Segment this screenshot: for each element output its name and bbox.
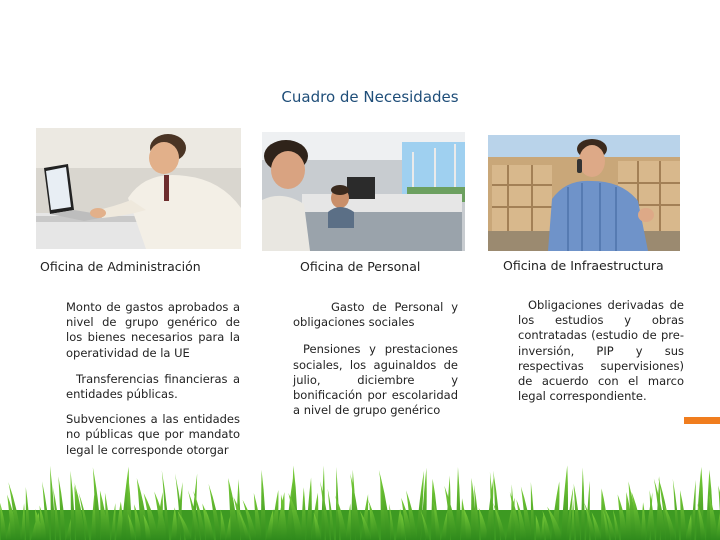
text-personal — [293, 300, 458, 425]
personal-paragraph-2: Pensiones y prestaciones sociales, los aguinaldos de julio, diciembre y bonificación por escolaridad a nivel de grupo genérico — [293, 342, 458, 418]
heading-personal: Oficina de Personal — [300, 259, 421, 274]
text-infraestructura — [518, 298, 684, 411]
infraestructura-paragraph-1: Obligaciones derivadas de los estudios y obras contratadas (estudio de pre-inversión, PIP y sus respectivas supervisiones) de acuerdo con el marco legal correspondiente. — [518, 298, 684, 404]
grass-footer-decoration — [0, 460, 720, 540]
office-administration-photo — [36, 128, 241, 249]
office-infraestructura-photo — [488, 135, 680, 251]
personal-paragraph-1: Gasto de Personal y obligaciones sociales — [293, 300, 458, 330]
slide-title: Cuadro de Necesidades — [281, 88, 459, 106]
administracion-paragraph-2: Transferencias financieras a entidades públicas. — [66, 371, 240, 402]
office-personal-photo — [262, 132, 465, 251]
heading-administracion: Oficina de Administración — [40, 259, 201, 274]
administracion-paragraph-1: Monto de gastos aprobados a nivel de grupo genérico de los bienes necesarios para la operatividad de la UE — [66, 300, 240, 360]
administracion-paragraph-3: Subvenciones a las entidades no públicas que por mandato legal le corresponde otorgar — [66, 412, 240, 457]
text-administracion — [66, 300, 240, 465]
heading-infraestructura: Oficina de Infraestructura — [503, 258, 664, 273]
accent-bar — [684, 417, 720, 424]
